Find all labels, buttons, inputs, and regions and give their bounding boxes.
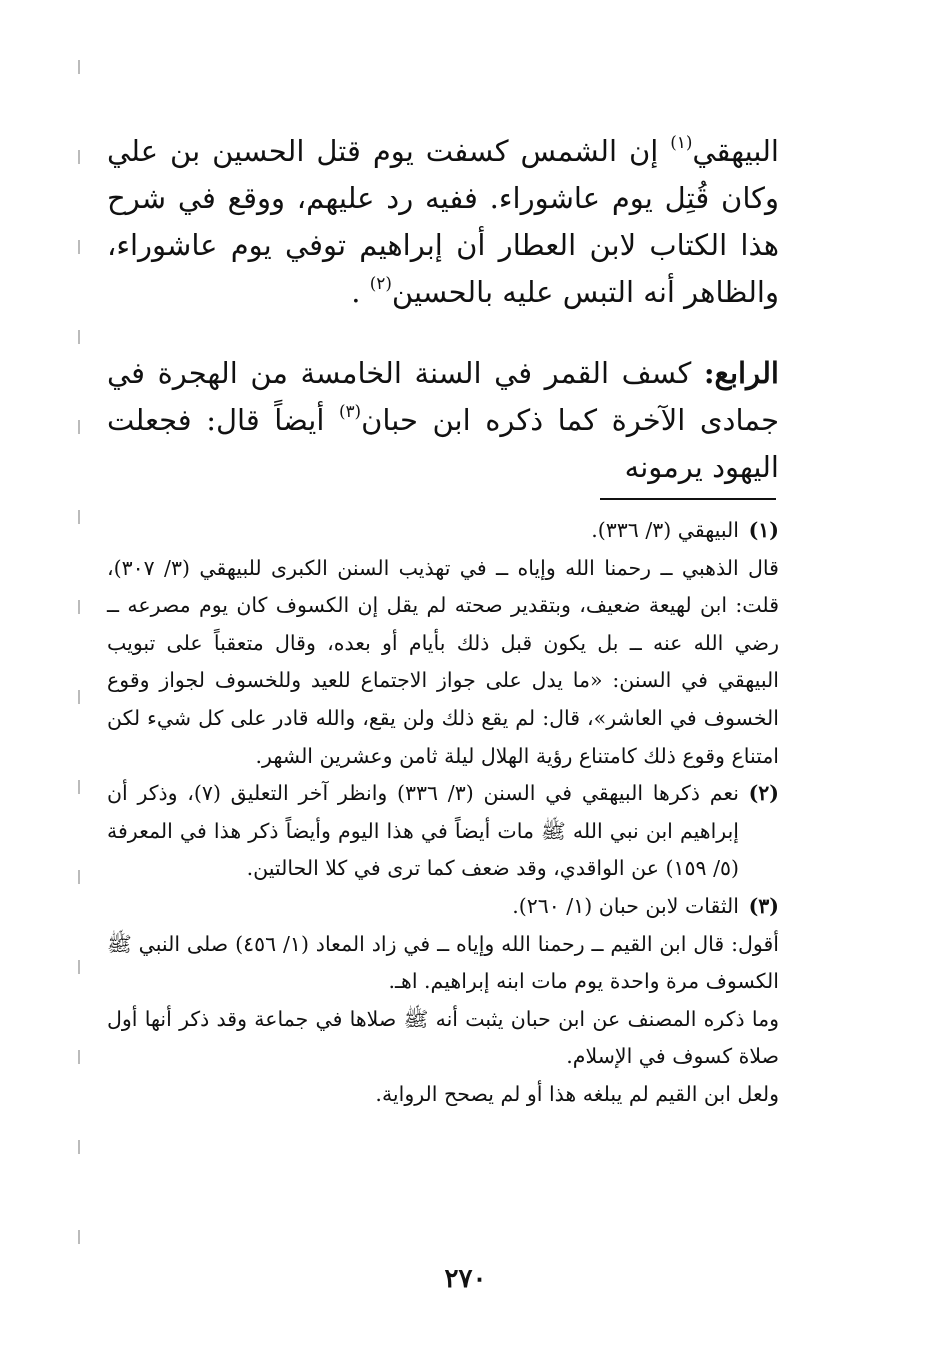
footnote-3 — [107, 888, 779, 1114]
footnote-3-comment-2: وما ذكره المصنف عن ابن حبان يثبت أنه ﷺ صلاها في جماعة وقد ذكر أنها أول صلاة كسوف في الإسلام. — [107, 1006, 779, 1069]
paragraph-1 — [107, 128, 779, 316]
footnote-1 — [107, 512, 779, 775]
main-text — [107, 128, 779, 491]
footnote-ref-2[interactable]: (٢) — [369, 272, 392, 293]
footnote-2-text: نعم ذكرها البيهقي في السنن (٣/ ٣٣٦) وانظر آخر التعليق (٧)، وذكر أن إبراهيم ابن نبي الله ﷺ مات أيضاً في هذا اليوم وأيضاً ذكر هذا في المعرفة (٥/ ١٥٩) عن الواقدي، وقد ضعف كما ترى في كلا الحالتين. — [107, 781, 739, 881]
p1-before-ref1: البيهقي — [692, 134, 779, 168]
footnote-ref-1[interactable]: (١) — [670, 131, 693, 152]
footnote-2 — [107, 775, 779, 888]
footnote-1-head: البيهقي (٣/ ٣٣٦). — [591, 518, 739, 542]
p2-text-2: أيضاً قال: فجعلت اليهود يرمونه — [107, 403, 779, 484]
footnotes — [107, 512, 779, 1114]
paragraph-2 — [107, 350, 779, 491]
p2-text-1: كسف القمر في السنة الخامسة من الهجرة في جمادى الآخرة كما ذكره ابن حبان — [107, 356, 779, 437]
footnote-1-label: (١) — [748, 518, 779, 542]
footnote-2-label: (٢) — [748, 781, 779, 806]
footnote-3-comment-3: ولعل ابن القيم لم يبلغه هذا أو لم يصحح الرواية. — [375, 1081, 779, 1106]
p2-runin-heading: الرابع: — [703, 356, 779, 390]
footnote-separator — [600, 498, 776, 500]
page-number: ٢٧٠ — [444, 1264, 487, 1294]
footnote-3-label: (٣) — [748, 893, 779, 918]
footnote-3-head: الثقات لابن حبان (١/ ٢٦٠). — [512, 893, 739, 918]
scan-edge-marks — [78, 60, 81, 1310]
p1-end: . — [351, 275, 370, 309]
footnote-3-comment-1: أقول: قال ابن القيم ــ رحمنا الله وإياه ــ في زاد المعاد (١/ ٤٥٦) صلى النبي ﷺ الكسوف مرة واحدة يوم مات ابنه إبراهيم. اهـ. — [107, 931, 779, 994]
p1-after-ref1: إن الشمس كسفت يوم قتل الحسين بن علي وكان قُتِل يوم عاشوراء. ففيه رد عليهم، ووقع في شرح هذا الكتاب لابن العطار أن إبراهيم توفي يوم عاشوراء، والظاهر أنه التبس عليه بالحسين — [107, 134, 779, 309]
footnote-ref-3[interactable]: (٣) — [338, 400, 362, 421]
footnote-1-comment: قال الذهبي ــ رحمنا الله وإياه ــ في تهذيب السنن الكبرى للبيهقي (٣/ ٣٠٧)، قلت: ابن لهيعة ضعيف، وبتقدير صحته لم يقل إن الكسوف كان يوم مصرعه ــ رضي الله عنه ــ بل يكون قبل ذلك بأيام أو بعده، وقال متعقباً على تبويب البيهقي في السنن: «ما يدل على جواز الاجتماع للعيد وللخسوف لجواز وقوع الخسوف في العاشر»، قال: لم يقع ذلك ولن يقع، والله قادر على كل شيء لكن امتناع وقوع ذلك كامتناع رؤية الهلال ليلة ثامن وعشرين الشهر. — [107, 555, 779, 768]
